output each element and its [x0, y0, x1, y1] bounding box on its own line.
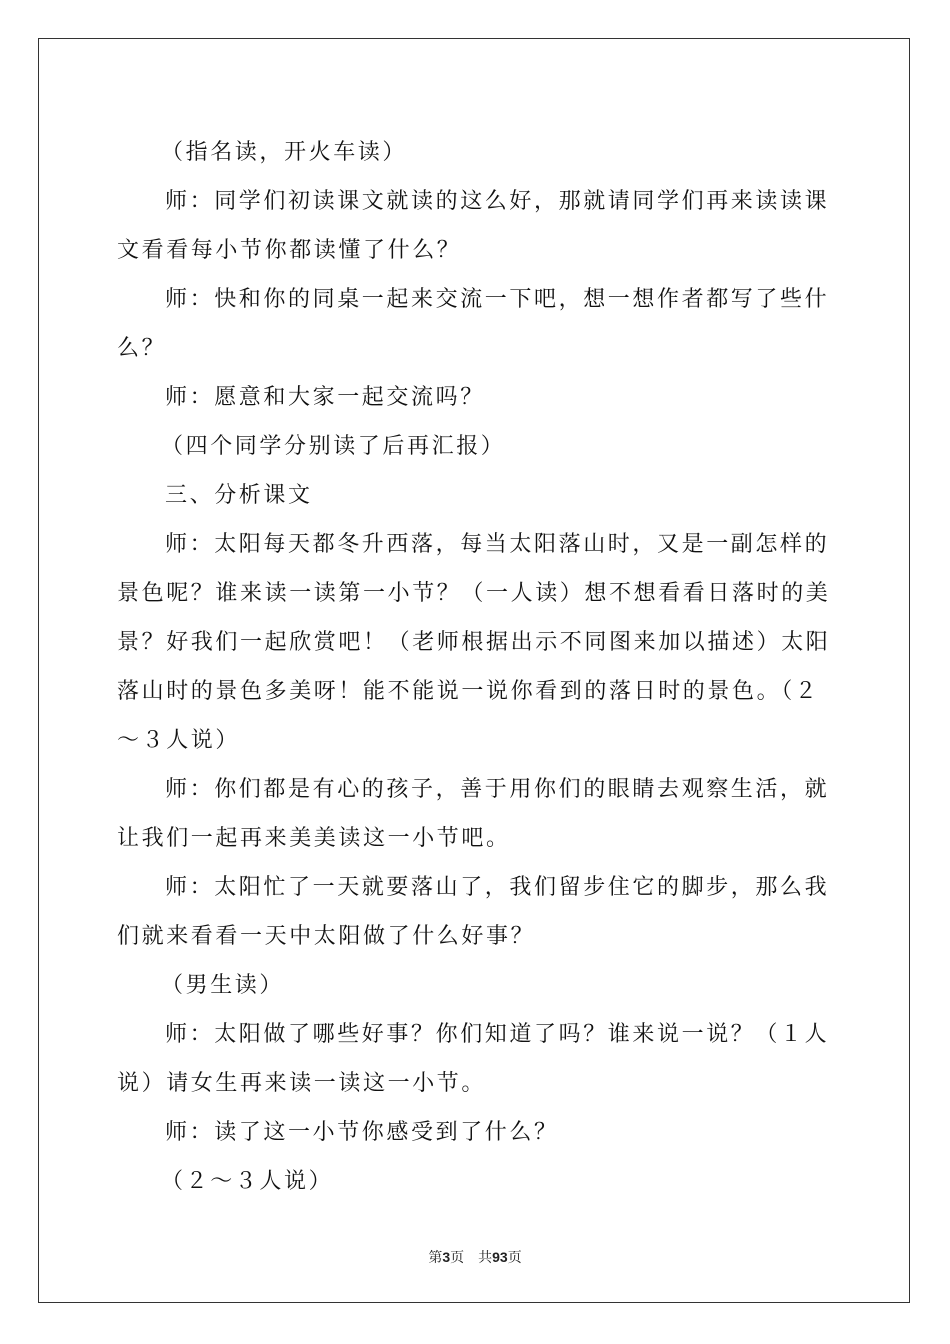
- section-heading: 三、分析课文: [165, 483, 313, 508]
- paragraph-3: 师：快和你的同桌一起来交流一下吧，想一想作者都写了些什么？: [117, 287, 830, 361]
- paragraph-7: 师：太阳每天都冬升西落，每当太阳落山时，又是一副怎样的景色呢？谁来读一读第一小节？（一人读）想不想看看日落时的美景？好我们一起欣赏吧！（老师根据出示不同图来加以描述）太阳落山时的景色多美呀！能不能说一说你看到的落日时的景色。（２～３人说）: [117, 532, 831, 753]
- paragraph-4: 师：愿意和大家一起交流吗？: [165, 385, 485, 410]
- paragraph-1: （指名读，开火车读）: [161, 140, 408, 165]
- paragraph-8: 师：你们都是有心的孩子，善于用你们的眼睛去观察生活，就让我们一起再来美美读这一小节吧。: [117, 777, 830, 851]
- document-body: [117, 128, 837, 1206]
- paragraph-9: 师：太阳忙了一天就要落山了，我们留步住它的脚步，那么我们就来看看一天中太阳做了什么好事？: [117, 875, 830, 949]
- paragraph-5: （四个同学分别读了后再汇报）: [161, 434, 506, 459]
- paragraph-12: 师：读了这一小节你感受到了什么？: [165, 1120, 559, 1145]
- footer-page-suffix: 页: [507, 1250, 522, 1266]
- footer-page-mid: 页 共: [450, 1250, 493, 1266]
- footer-page-number: 3: [442, 1249, 451, 1265]
- footer-page-prefix: 第: [428, 1250, 443, 1266]
- paragraph-2: 师：同学们初读课文就读的这么好，那就请同学们再来读读课文看看每小节你都读懂了什么？: [117, 189, 830, 263]
- footer-total-pages: 93: [492, 1249, 508, 1265]
- paragraph-10: （男生读）: [161, 973, 285, 998]
- paragraph-11: 师：太阳做了哪些好事？你们知道了吗？谁来说一说？（１人说）请女生再来读一读这一小节。: [117, 1022, 830, 1096]
- paragraph-13: （２～３人说）: [161, 1169, 334, 1194]
- page-footer: [0, 1247, 950, 1267]
